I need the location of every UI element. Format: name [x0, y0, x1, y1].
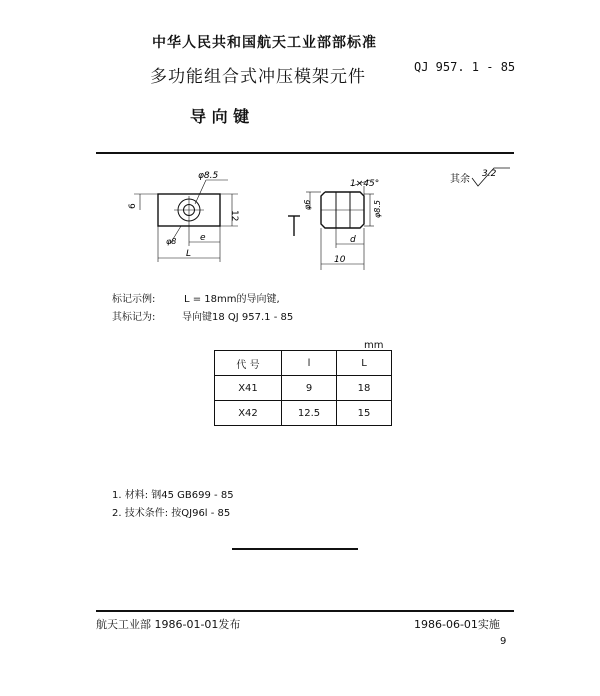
- dim-chamfer: 1×45°: [350, 179, 380, 189]
- roughness-label: 其余: [450, 174, 470, 185]
- mark-example-label: 标记示例:: [112, 294, 156, 305]
- header-rule: [96, 152, 514, 154]
- dim-six-b: φ6: [303, 199, 312, 210]
- side-view: [288, 180, 374, 270]
- table-row: [215, 401, 392, 426]
- requirement-material: 1. 材料: 钢45 GB699 - 85: [112, 490, 234, 501]
- dim-L: L: [186, 249, 192, 259]
- cell-L: 15: [337, 401, 392, 426]
- effective-date: 1986-06-01实施: [414, 618, 500, 631]
- cell-l: 9: [282, 376, 337, 401]
- cell-code: X42: [215, 401, 282, 426]
- roughness-value: 3.2: [482, 169, 497, 179]
- cell-L: 18: [337, 376, 392, 401]
- page-number: 9: [500, 636, 507, 647]
- mark-example-text: L = 18mm的导向键,: [184, 294, 280, 305]
- document-title: 多功能组合式冲压模架元件: [150, 67, 366, 87]
- table-row: [215, 376, 392, 401]
- standard-org: 中华人民共和国航天工业部部标准: [152, 35, 377, 51]
- table-header-row: [215, 351, 392, 376]
- standard-code: QJ 957. 1 - 85: [414, 60, 516, 74]
- dim-d85-b: φ8.5: [373, 200, 382, 218]
- table-unit: mm: [364, 340, 384, 351]
- header-code: 代 号: [215, 351, 282, 376]
- dimension-table: [214, 350, 392, 426]
- dim-six: 6: [128, 203, 138, 209]
- cell-l: 12.5: [282, 401, 337, 426]
- part-name: 导 向 键: [190, 107, 250, 126]
- end-rule: [232, 548, 358, 550]
- footer-rule: [96, 610, 514, 612]
- cell-code: X41: [215, 376, 282, 401]
- header-l: l: [282, 351, 337, 376]
- header-L: L: [337, 351, 392, 376]
- dim-twelve: 12: [229, 210, 239, 222]
- requirement-conditions: 2. 技术条件: 按QJ96l - 85: [112, 508, 231, 519]
- technical-drawing: [120, 160, 520, 280]
- mark-as-label: 其标记为:: [112, 312, 156, 323]
- dim-d85-top: φ8.5: [198, 171, 219, 181]
- mark-as-text: 导向键18 QJ 957.1 - 85: [182, 312, 294, 323]
- issue-date: 航天工业部 1986-01-01发布: [96, 618, 241, 631]
- dim-d: d: [350, 235, 356, 245]
- dim-ten: 10: [334, 255, 346, 265]
- dim-phi8: φ8: [166, 237, 177, 246]
- dim-e: e: [200, 233, 206, 243]
